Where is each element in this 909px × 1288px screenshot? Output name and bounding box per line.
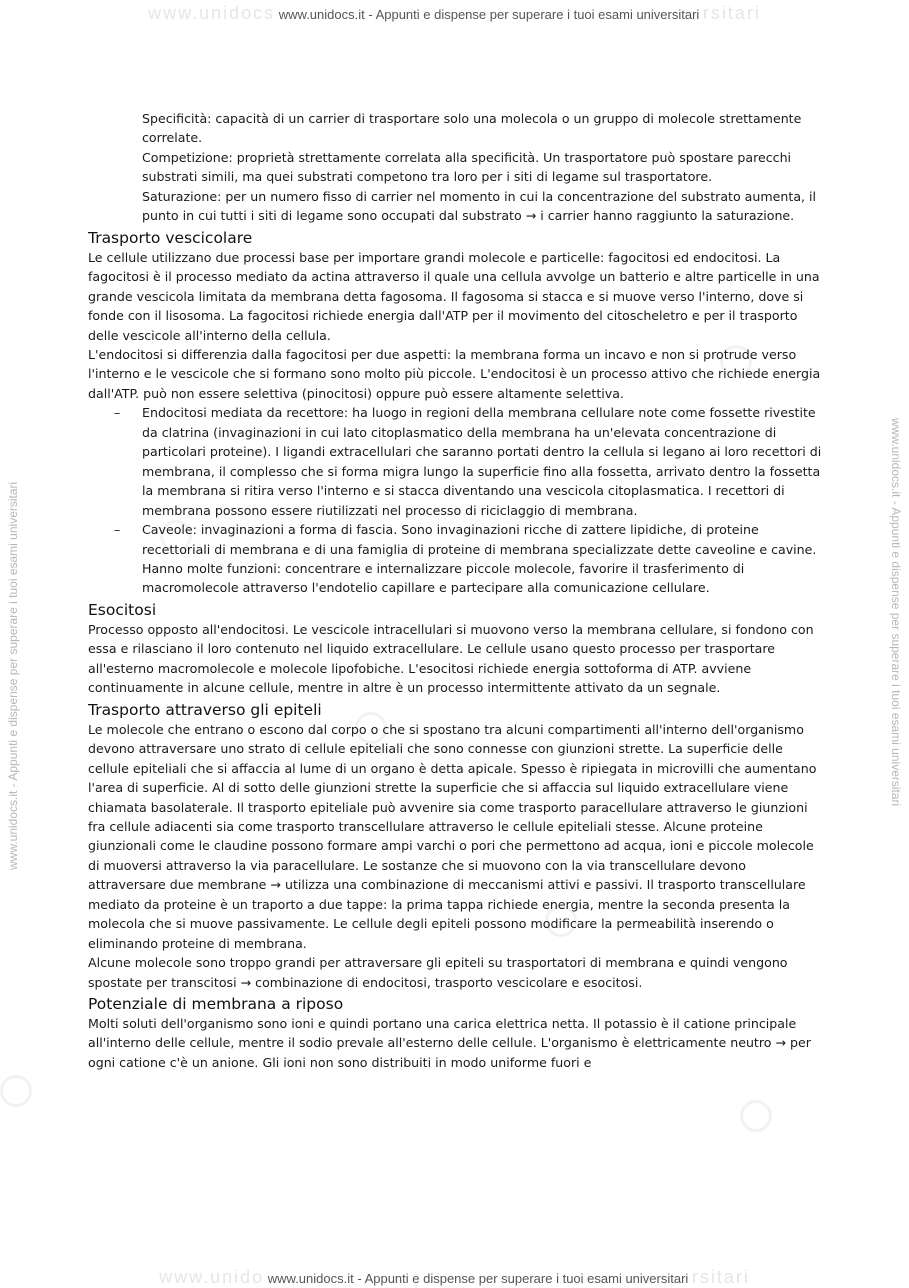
dash-bullet: –: [114, 405, 121, 421]
intro-saturazione: Saturazione: per un numero fisso di carrier nel momento in cui la concentrazione del substrato aumenta, il punto in cui tutti i siti di legame sono occupati dal substrato → i carrier hanno raggiunto la saturazione.: [142, 188, 817, 224]
bullet-list: [88, 403, 823, 598]
footer-watermark-left: www.unido: [159, 1267, 265, 1287]
paragraph: L'endocitosi si differenzia dalla fagocitosi per due aspetti: la membrana forma un incavo e non si protrude verso l'interno e le vescicole che si formano sono molto più piccole. L'endocitosi è un processo attivo che richiede energia dall'ATP. può non essere selettiva (pinocitosi) oppure può essere altamente selettiva.: [88, 346, 821, 401]
page-header: [0, 3, 909, 24]
paragraph: Processo opposto all'endocitosi. Le vescicole intracellulari si muovono verso la membrana cellulare, si fondono con essa e rilasciano il loro contenuto nel liquido extracellulare. Le cellule usano questo processo per trasportare all'esterno macromolecole e molecole lipofobiche. L'esocitosi richiede energia sottoforma di ATP. avviene continuamente in alcune cellule, mentre in altre è un processo intermittente attivato da un segnale.: [88, 621, 814, 696]
list-item: [88, 403, 823, 520]
right-margin-watermark: www.unidocs.it - Appunti e dispense per superare i tuoi esami universitari: [889, 418, 903, 807]
paragraph: Molti soluti dell'organismo sono ioni e quindi portano una carica elettrica netta. Il potassio è il catione principale all'interno delle cellule, mentre il sodio prevale all'esterno delle cellule. L'organismo è elettricamente neutro → per ogni catione c'è un anione. Gli ioni non sono distribuiti in modo uniforme fuori e: [88, 1016, 811, 1070]
left-margin-watermark: www.unidocs.it - Appunti e dispense per superare i tuoi esami universitari: [6, 481, 20, 870]
section-heading-esocitosi: Esocitosi: [88, 600, 157, 619]
watermark-logo-icon: [740, 1100, 772, 1132]
intro-competizione: Competizione: proprietà strettamente correlata alla specificità. Un trasportatore può spostare parecchi substrati simili, ma quei substrati competono tra loro per i siti di legame sul trasportatore.: [142, 149, 792, 185]
paragraph: Alcune molecole sono troppo grandi per attraversare gli epiteli su trasportatori di membrana e quindi vengono spostate per transcitosi → combinazione di endocitosi, trasporto vescicolare e esocitosi.: [88, 955, 788, 990]
header-text[interactable]: www.unidocs.it - Appunti e dispense per superare i tuoi esami universitari: [278, 7, 700, 22]
section-heading-potenziale: Potenziale di membrana a riposo: [88, 995, 344, 1014]
paragraph: Le cellule utilizzano due processi base per importare grandi molecole e particelle: fagocitosi ed endocitosi. La fagocitosi è il processo mediato da actina attraverso il quale una cellula avvolge un batterio e altre particelle in una grande vescicola limitata da membrana detta fagosoma. Il fagosoma si stacca e si muove verso l'interno, dove si fonde con il lisosoma. La fagocitosi richiede energia dall'ATP per il movimento del citoscheletro e per il trasporto delle vescicole all'interno della cellula.: [88, 249, 820, 343]
header-watermark-left: www.unidocs: [148, 3, 276, 23]
list-item-text: Caveole: invaginazioni a forma di fascia. Sono invaginazioni ricche di zattere lipidiche, di proteine recettoriali di membrana e di una famiglia di proteine di membrana specializzate dette caveoline e cavine. Hanno molte funzioni: concentrare e internalizzare piccole molecole, favorire il trasferimento di macromolecole attraverso l'endotelio capillare e partecipare alla comunicazione cellulare.: [142, 522, 817, 596]
footer-text[interactable]: www.unidocs.it - Appunti e dispense per superare i tuoi esami universitari: [267, 1271, 689, 1286]
document-body: [88, 109, 823, 1072]
list-item-text: Endocitosi mediata da recettore: ha luogo in regioni della membrana cellulare note come fossette rivestite da clatrina (invaginazioni in cui lato citoplasmatico della membrana ha un'elevata concentrazione di particolari proteine). I ligandi extracellulari che saranno portati dentro la cellula si legano ai loro recettori di membrana, il complesso che si forma migra lungo la superficie fino alla fossetta, arrivato dentro la fossetta la membrana si ritira verso l'interno e si stacca diventando una vescicola citoplasmatica. I recettori di membrana possono essere riutilizzati nel processo di riciclaggio di membrana.: [142, 405, 822, 518]
list-item: [88, 520, 823, 598]
paragraph: Le molecole che entrano o escono dal corpo o che si spostano tra alcuni compartimenti all'interno dell'organismo devono attraversare uno strato di cellule epiteliali che sono connesse con giunzioni strette. La superficie delle cellule epiteliali che si affaccia al lume di un organo è detta apicale. Spesso è ripiegata in microvilli che aumentano l'area di superficie. Al di sotto delle giunzioni strette la superficie che si affaccia sul liquido extracellulare viene chiamata basolaterale. Il trasporto epiteliale può avvenire sia come trasporto paracellulare attraverso le giunzioni fra cellule adiacenti sia come trasporto transcellulare attraverso le cellule epiteliali stesse. Alcune proteine giunzionali come le claudine possono formare ampi varchi o pori che permettono ad acqua, ioni e piccole molecole di muoversi attraverso la via paracellulare. Le sostanze che si muovono con la via transcellulare devono attraversare due membrane → utilizza una combinazione di meccanismi attivi e passivi. Il trasporto transcellulare mediato da proteine è un traporto a due tappe: la prima tappa richiede energia, mentre la seconda presenta la molecola che si muove passivamente. Le cellule degli epiteli possono modificare la permeabilità inserendo o eliminando proteine di membrana.: [88, 721, 817, 951]
watermark-logo-icon: [0, 1075, 32, 1107]
dash-bullet: –: [114, 522, 121, 538]
intro-specificita: Specificità: capacità di un carrier di trasportare solo una molecola o un gruppo di molecole strettamente correlate.: [142, 111, 802, 146]
page-footer: [0, 1267, 909, 1288]
section-heading-epiteli: Trasporto attraverso gli epiteli: [88, 700, 322, 719]
footer-watermark-right: rsitari: [691, 1267, 750, 1287]
section-heading-vescicolare: Trasporto vescicolare: [88, 228, 253, 247]
header-watermark-right: rsitari: [702, 3, 761, 23]
